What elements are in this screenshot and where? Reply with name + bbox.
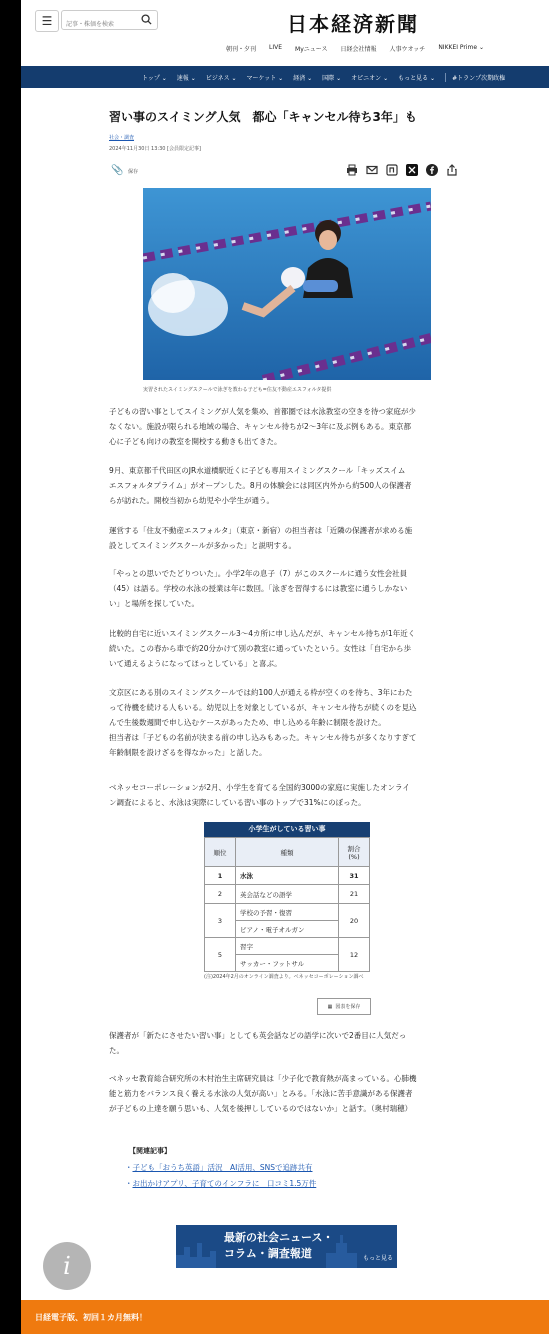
- share-icon[interactable]: [445, 163, 459, 177]
- save-label[interactable]: 保存: [128, 169, 139, 175]
- table-cell: 20: [339, 904, 370, 938]
- page: [21, 0, 549, 1334]
- table-cell: 31: [339, 867, 370, 885]
- table-header: 順位: [205, 838, 236, 867]
- article-paragraph: 子どもの習い事としてスイミングが人気を集め、首都圏では水泳教室の空きを待つ家庭が少 なくない。施設が限られる地域の場合、キャンセル待ちが2〜3年に及ぶ例もある。東京都 心に子ども向けの教室を開校する動きも出てきた。: [109, 407, 416, 446]
- table-cell: 12: [339, 938, 370, 972]
- facebook-icon[interactable]: [425, 163, 439, 177]
- note-icon[interactable]: [385, 163, 399, 177]
- sub-navigation: [226, 44, 484, 53]
- table-cell: 5: [205, 938, 236, 972]
- table-cell: 1: [205, 867, 236, 885]
- table-cell: 21: [339, 885, 370, 904]
- nav-breaking[interactable]: 速報 ⌄: [176, 74, 196, 82]
- table-row: [205, 904, 370, 921]
- table-row: [205, 938, 370, 955]
- nav-hot-topic[interactable]: #トランプ次期政権: [445, 73, 505, 82]
- nav-top[interactable]: トップ ⌄: [142, 74, 167, 82]
- table-cell: 2: [205, 885, 236, 904]
- info-button[interactable]: i: [43, 1242, 91, 1290]
- paperclip-icon[interactable]: 📎: [111, 165, 124, 176]
- left-black-edge: [0, 0, 21, 1334]
- trial-banner[interactable]: [21, 1300, 549, 1334]
- search-input[interactable]: [62, 16, 138, 34]
- chevron-down-icon: ⌄: [161, 74, 167, 82]
- article-date: 2024年11月30日 13:30 [会員限定記事]: [109, 146, 201, 152]
- article-paragraph: 保護者が「新たにさせたい習い事」としても英会話などの語学に次いで2番目に人気だっ た。: [109, 1031, 407, 1055]
- subnav-mynews[interactable]: Myニュース: [295, 46, 328, 53]
- nav-opinion[interactable]: オピニオン ⌄: [351, 74, 389, 82]
- article-paragraph: 比較的自宅に近いスイミングスクール3〜4カ所に申し込んだが、キャンセル待ちが1年近く 続いた。この春から車で約20分かけて別の教室に通っていたという。女性は「自宅から歩 いて通えるようになってほっとしている」と喜ぶ。: [109, 629, 416, 668]
- photo-caption: 実習されたスイミングスクールで泳ぎを教わる子ども=住友不動産エスフォルタ提供: [143, 387, 332, 393]
- article-paragraph: ベネッセ教育総合研究所の木村治生主席研究員は「少子化で教育熱が高まっている。心肺機 能と筋力をバランス良く養える水泳の人気が高い」とみる。「水泳に苦手意識がある保護者 が子どもの上達を願う思いも、人気を後押ししているのではないか」と話す。（奥村瑞穂）: [109, 1074, 417, 1113]
- nav-economy[interactable]: 経済 ⌄: [293, 74, 313, 82]
- article-title: 習い事のスイミング人気 都心「キャンセル待ち3年」も: [109, 110, 417, 124]
- search-box[interactable]: [61, 10, 158, 30]
- related-heading: 【関連記事】: [129, 1147, 171, 1155]
- table-cell: 習字: [236, 938, 339, 955]
- table-header: 種類: [236, 838, 339, 867]
- banner-line1: 最新の社会ニュース・: [224, 1231, 334, 1244]
- main-navigation: [21, 66, 549, 88]
- table-title: 小学生がしている習い事: [204, 822, 370, 837]
- hamburger-icon: ☰: [41, 14, 53, 28]
- table-cell: 3: [205, 904, 236, 938]
- table-header-row: [205, 838, 370, 867]
- table-cell: 学校の予習・復習: [236, 904, 339, 921]
- table-cell: ピアノ・電子オルガン: [236, 921, 339, 938]
- subnav-prime[interactable]: NIKKEI Prime ⌄: [438, 44, 485, 51]
- chevron-down-icon: ⌄: [383, 74, 389, 82]
- table-cell: サッカー・フットサル: [236, 955, 339, 972]
- x-icon[interactable]: [405, 163, 419, 177]
- subnav-live[interactable]: LIVE: [269, 44, 283, 51]
- related-link[interactable]: ・子ども「おうち英語」活況 AI活用、SNSで追跡共有: [125, 1163, 313, 1172]
- search-icon[interactable]: [141, 14, 152, 25]
- mail-icon[interactable]: [365, 163, 379, 177]
- table-cell: 英会話などの語学: [236, 885, 339, 904]
- table-cell: 水泳: [236, 867, 339, 885]
- article-paragraph: ベネッセコーポレーションが2月、小学生を育てる全国約3000の家庭に実施したオンライ ン調査によると、水泳は実際にしている習い事のトップで31%にのぼった。: [109, 783, 410, 807]
- chevron-down-icon: ⌄: [336, 74, 342, 82]
- article-category[interactable]: 社会・調査: [109, 135, 135, 141]
- subnav-newspaper[interactable]: 朝刊・夕刊: [226, 46, 257, 53]
- promo-banner[interactable]: [176, 1225, 397, 1268]
- chevron-down-icon: ⌄: [307, 74, 313, 82]
- trial-banner-text: 日経電子版、初回１カ月無料！: [35, 1313, 147, 1322]
- chevron-down-icon: ⌄: [231, 74, 237, 82]
- subnav-personnel[interactable]: 人事ウオッチ: [389, 46, 426, 53]
- site-logo[interactable]: 日本経済新聞: [287, 12, 419, 36]
- article-paragraph: 「やっとの思いでたどりついた」。小学2年の息子（7）がこのスクールに通う女性会社員 （45）は語る。学校の水泳の授業は年に数回。「泳ぎを習得するには教室に通うしかない い」と場所を探していた。: [109, 569, 408, 608]
- nav-business[interactable]: ビジネス ⌄: [205, 74, 237, 82]
- share-toolbar: [345, 163, 459, 177]
- related-link[interactable]: ・お出かけアプリ、子育てのインフラに 口コミ1.5万件: [125, 1179, 317, 1188]
- banner-more[interactable]: もっと見る: [362, 1255, 393, 1262]
- article-paragraph: 運営する「住友不動産エスフォルタ」（東京・新宿）の担当者は「近隣の保護者が求める施 設としてスイミングスクールが多かった」と説明する。: [109, 526, 413, 550]
- data-table: [204, 822, 370, 981]
- article-paragraph: 文京区にある別のスイミングスクールでは約100人が通える枠が空くのを待ち、3年にわた って待機を続ける人もいる。幼児以上を対象としているが、キャンセル待ちが続くのを見込 んで生後数週間で申し込むケースがあったため、申し込める年齢に制限を設けた。 担当者は「子どもの名前が決まる前の申し込みもあった。キャンセル待ちが多くなりすぎて 年齢制限を設けざるを得なかった」と話した。: [109, 688, 417, 757]
- chevron-down-icon: ⌄: [278, 74, 284, 82]
- nav-more[interactable]: もっと見る ⌄: [398, 74, 436, 82]
- subnav-company-info[interactable]: 日経会社情報: [340, 46, 377, 53]
- menu-button[interactable]: [35, 10, 59, 32]
- save-image-button[interactable]: ▦ 図表を保存: [317, 998, 371, 1015]
- chart-icon: ▦: [327, 1003, 333, 1010]
- print-icon[interactable]: [345, 163, 359, 177]
- chevron-down-icon: ⌄: [190, 74, 196, 82]
- nav-international[interactable]: 国際 ⌄: [322, 74, 342, 82]
- table-note: (注)2024年2月のオンライン調査より。ベネッセコーポレーション調べ: [204, 974, 364, 980]
- banner-line2: コラム・調査報道: [224, 1247, 312, 1260]
- chevron-down-icon: ⌄: [479, 44, 485, 51]
- article-paragraph: 9月、東京都千代田区のJR水道橋駅近くに子ども専用スイミングスクール「キッズスイム エスフォルタプライム」がオープンした。8月の体験会には同区内外から約500人の保護者 らが訪れた。開校当初から幼児や小学生が通う。: [109, 466, 412, 505]
- table-row: [205, 867, 370, 885]
- article-photo: [143, 188, 431, 380]
- table-row: [205, 885, 370, 904]
- chevron-down-icon: ⌄: [430, 74, 436, 82]
- table-header: 割合 (%): [339, 838, 370, 867]
- nav-market[interactable]: マーケット ⌄: [246, 74, 284, 82]
